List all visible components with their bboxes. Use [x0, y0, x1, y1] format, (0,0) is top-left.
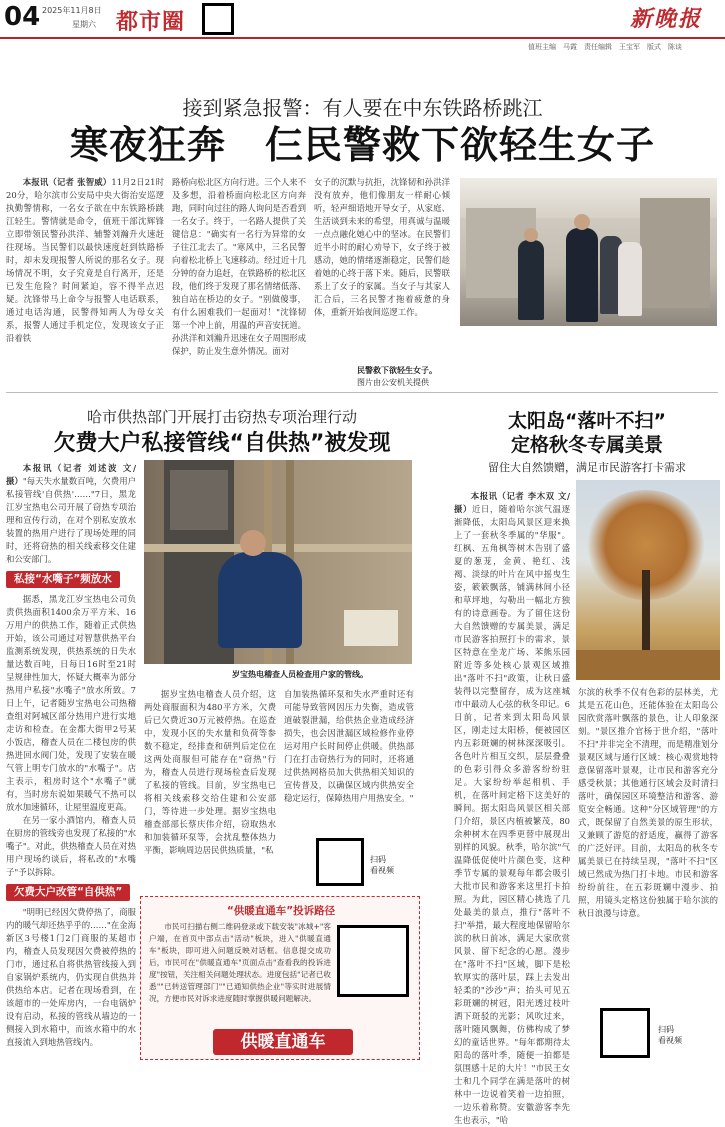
weekday: 星期六 — [72, 20, 96, 29]
story3-qr-label-2: 看视频 — [658, 1036, 682, 1045]
story3-text-2: 尔滨的秋季不仅有色彩的层林美，尤其是五花山色，还能体验在太阳岛公园欣赏落叶飘落的景色，让人印象深刻。"景区推介官杨于世介绍，"落叶不扫"并非完全不清理，而是精准划分景观区域与通行区域：核心观赏地特意保留落叶景观，让市民和游客充分感受秋景；其他通行区域会及时清扫落叶，确保园区环境整洁和游客、游览安全畅通。这种"分区域管理"的方式，既保留了自然美景的原生形状，又兼顾了游览的舒适度，赢得了游客的广泛好评。目前，太阳岛的秋冬专属美景已在持续呈现，"落叶不扫"区域已然成为热门打卡地。市民和游客纷纷前往，在五彩斑斓中漫步、拍照，用镜头定格这份独属于哈尔滨的秋日浪漫与诗意。 — [578, 687, 718, 918]
page-header — [0, 0, 725, 51]
hotline-text — [149, 921, 331, 1025]
hotline-title: “供暖直通车”投诉路径 — [226, 905, 336, 917]
hotline-qr-code[interactable] — [337, 925, 409, 997]
story1-caption: 民警救下欲轻生女子。 — [357, 366, 437, 375]
story1-byline: 本报讯（记者 张智威） — [22, 177, 112, 187]
story2-photo — [144, 460, 412, 664]
header-divider — [0, 37, 725, 39]
newspaper-logo: 新晚报 — [630, 6, 703, 32]
story1-col2 — [172, 176, 306, 362]
story3-headline-2: 定格秋冬专属美景 — [510, 434, 663, 456]
story3-photo — [576, 480, 720, 680]
story3-qr-label — [658, 1024, 682, 1046]
story2-text-1a: "每天失水量数百吨，欠费用户私接管线'自供热'……"7日，黑龙江岁宝热电公司开展了窃热专项治理和宣传行动，在对个别私安放水装置的热用户进行了现场处理的同时，还将窃热的相关线索移交住建和公安部门。 — [6, 476, 137, 564]
story2-col1 — [6, 462, 136, 1058]
story3-col1 — [454, 490, 570, 1125]
story1-text-1: 11月2日21时20分，哈尔滨市公安局中央大街治安巡逻执勤警情称，一名女子欲在中东铁路桥跳江轻生。警情就是命令，值班干部沈辉锋立即带领民警孙洪洋、辅警刘瀚升火速赶往现场。当民警们以最快速度赶到铁路桥时，却未发现报警人所说的那名女子。现场情况不明，女子究竟是自行离开，还是已发生危险？时间紧迫，容不得半点迟疑。沈锋带马上命令与报警人电话联系，通过电话沟通，民警得知两人为母女关系，报警人通过手机定位，发现该女子正沿着铁 — [6, 177, 164, 343]
story1-col3 — [314, 176, 450, 366]
story2-byline: 本报讯（记者 刘述波 文/摄） — [6, 463, 136, 486]
story2-qr-label-1: 扫码 — [370, 855, 386, 864]
story2-subhead-1: 私接“水嘴子”频放水 — [6, 571, 120, 588]
story3-qr-code[interactable] — [600, 1008, 650, 1058]
section-name: 都市圈 — [116, 10, 186, 35]
story3-byline: 本报讯（记者 李木双 文/摄） — [454, 491, 570, 514]
story2-text-1b: 据悉，黑龙江岁宝热电公司负责供热面积1400余万平方米、16万用户的供热工作，随着正式供热开始，该公司通过对智慧供热平台监测系统发现，供热系统的日失水量达数百吨，日每日16时至21时呈规律性加大，怀疑大概率为部分热用户私接"水嘴子"放水所致。7日上午，记者随岁宝热电公司热稽查组对阿城区部分热用户进行实地走访和检查。在金都大街甲2号某小饭店，稽查人员在二楼包房的供热进回水阀门处，发现了安装在暖气管上明专门放水的"水嘴子"。店主表示，租房时这个"水嘴子"就有，当时房东说如果暖气不热可以放水加速循环，让屋里温度更高。 — [6, 594, 136, 812]
section-divider-1 — [6, 392, 718, 393]
story1-text-2: 路桥向松北区方向行进。三个人来不及多想，沿着桥面向松北区方向奔跑，同时向过往的路人询问是否看到一名女子。终于，一名路人提供了关键信息："确实有一名行为异常的女子往江北去了。"寒风中，三名民警向着松北桥上飞速移动。经过近十几分钟的奋力追赶，在铁路桥的松北区段，他们终于发现了那名情绪低落、独自站在桥边的女子。"别做傻事，有什么困难我们一起面对！"沈锋韧第一个冲上前，用温的声音安抚道。孙洪洋和刘瀚升迅速在女子周围形成保护，防止发生意外情况。面对 — [172, 177, 306, 356]
story1-text-3: 女子的沉默与抗拒，沈锋韧和孙洪洋没有放弃，他们像朋友一样耐心倾听，轻声细语地开导女子，从家庭、生活谈到未来的希望，用真诚与温暖一点点融化她心中的坚冰。在民警们近半小时的耐心劝导下，女子终于被感动，她的情绪逐渐稳定，民警们趁着她的心终于落下来。随后，民警联系上了女子的家属。当女子与其家人汇合后，三名民警才拖着疲惫的身体，重新开始夜间巡逻工作。 — [314, 177, 450, 317]
story2-subhead-2: 欠费大户改管“自供热” — [6, 884, 130, 901]
story2-text-3: 自加装热循环泵和失水严重时还有可能导致管网因压力失衡，造成管道破裂泄漏，给供热企业造成经济损失，也会因泄漏区域检修作业停运对用户长时间停止供暖。供热部门在打击窃热行为的同时，还将通过供热网格员加大供热相关知识的宣传普及，以确保区域内供热安全稳定运行，保障热用户用热安全。" — [284, 689, 414, 803]
story1-col1 — [6, 176, 164, 362]
story1-kicker: 接到紧急报警：有人要在中东铁路桥跳江 — [182, 96, 543, 120]
story2-caption: 岁宝热电稽查人员检查用户家的管线。 — [232, 670, 368, 679]
story2-qr-code[interactable] — [316, 838, 364, 886]
story2-kicker: 哈市供热部门开展打击窃热专项治理行动 — [86, 408, 357, 426]
hotline-banner: 供暖直通车 — [213, 1029, 353, 1055]
story1-photo-credit: 图片由公安机关提供 — [357, 378, 429, 387]
story2-text-1c: 在另一家小酒馆内，稽查人员在厨房的管线旁也发现了私接的"水嘴子"。对此，供热稽查人员在对热用户现场约谈后，将私改的"水嘴子"予以拆除。 — [6, 815, 136, 877]
story3-subhead: 留住大自然馈赠，满足市民游客打卡需求 — [488, 461, 686, 474]
editor-credits: 值班主编 马霞 责任编辑 王宝军 版式 陈谈 — [528, 43, 682, 51]
story2-headline: 欠费大户私接管线“自供热”被发现 — [53, 431, 391, 456]
hotline-text-body: 市民可扫描右侧二维码登录或下载安装"冰城+"客户端，在首页中部点击"活动"板块，进入"供暖直通车"板块，即可进入问题反映对话框。信息提交成功后，市民可在"供暖直通车"页面点击"查看我的投诉进度"按钮，关注相关问题处理状态。进度包括"记者已收悉""已转送管理部门""已通知供热企业"等实时进展情况，方便市民对诉求进度随时掌握供暖问题解决。 — [149, 922, 331, 1003]
story1-photo — [460, 178, 717, 326]
story2-col2 — [144, 688, 276, 884]
story3-qr-label-1: 扫码 — [658, 1025, 674, 1034]
story2-qr-label — [370, 854, 394, 876]
story2-qr-label-2: 看视频 — [370, 866, 394, 875]
page-number: 04 — [4, 2, 41, 32]
story2-text-2: 据岁宝热电稽查人员介绍，这两处商服面积为480平方米，欠费后已欠费近30万元被停热。在巡查中，发现小区的失水量和负荷等参数不稳定，经排查和研判后定位在这两处商服但可能存在"窃热"行为，稽查人员进行现场检查后发现了私接的管线。目前，岁宝热电已将相关线索移交给住建和公安部门，等待进一步处理。据岁宝热电稽查部部长蔡庆伟介绍，窃取热水和加装循环泵等，会扰乱整体热力平衡，影响周边居民供热质量，"私 — [144, 689, 276, 855]
issue-date: 2025年11月8日 — [42, 6, 102, 15]
story3-col2 — [578, 686, 718, 1008]
story1-headline: 寒夜狂奔 仨民警救下欲轻生女子 — [69, 123, 655, 167]
story2-col3 — [284, 688, 414, 838]
story2-text-1d: "明明已经因欠费停热了，商服内的暖气却还热乎乎的……"在金海新区3号楼1门2门商服的某超市内，稽查人员发现因欠费被停热的门市，通过私自将供热管线接入到自家锅炉系统内，仍实现自供热并供热给本店。记者在现场看到，在该超市的一处库房内，一台电锅炉设有启动，私接的管线从墙边的一侧接入到水箱中，而该水箱中的水直接流入到地热管线内。 — [6, 907, 136, 1047]
story3-text-1: 近日，随着哈尔滨气温逐渐降低，太阳岛风景区迎来换上了一套秋冬季属的"华服"。红枫、五角枫等树木告别了盛夏的葱茏，金黄、艳红、浅褐、淡绿的叶片在风中摇曳生姿，簌簌飘落，铺满林间小径和草坪地，勾勒出一幅北方独有的诗意画卷。为了留住这份大自然馈赠的专属美景，满足市民游客拍照打卡的需求，景区特意在坐龙广场、苯熊乐园附近等多处核心景观区域推出"落叶不扫"政策，让秋日盛装得以完整留存，成为这座城市中最动人心弦的秋冬印记。6日前，记者来到太阳岛风景区，刚走过太阳桥，便被园区内五彩斑斓的树林深深吸引。各色叶片相互交织，层层叠叠的色彩引得众多游客纷纷驻足。大家纷纷举起相机、手机，在落叶间定格下这美好的瞬间。据太阳岛风景区相关部门介绍，景区内植被繁茂，80余种树木在四季更替中展现出别样的风貌。秋季，哈尔滨"气温降低促使叶片颜色变，这种季节专属的景观每年都会吸引大批市民和游客来这里打卡拍照。为此，园区精心挑选了几处最美的景点，推行"落叶不扫"举措，最大程度地保留哈尔滨的秋日前冰，满足大家欣赏风景、留下纪念的心愿。漫步在"落叶不扫"区域，脚下是松软厚实的落叶层，踩上去发出轻柔的"沙沙"声；抬头可见五彩斑斓的树冠，阳光透过枝叶洒下斑驳的光影；风吹过来，落叶随风飘舞，仿佛构成了梦幻的童话世界。"每年都期待太阳岛的落叶季，随便一拍都是氛围感十足的大片！"市民王女士和几个同学在满是落叶的树林中一边说着笑着一边拍照，一边乐着称赞。安徽游客李先生也表示，"哈 — [454, 504, 570, 1125]
story3-headline-1: 太阳岛“落叶不扫” — [508, 410, 666, 432]
header-qr-code[interactable] — [202, 3, 234, 35]
hotline-box — [140, 896, 420, 1060]
